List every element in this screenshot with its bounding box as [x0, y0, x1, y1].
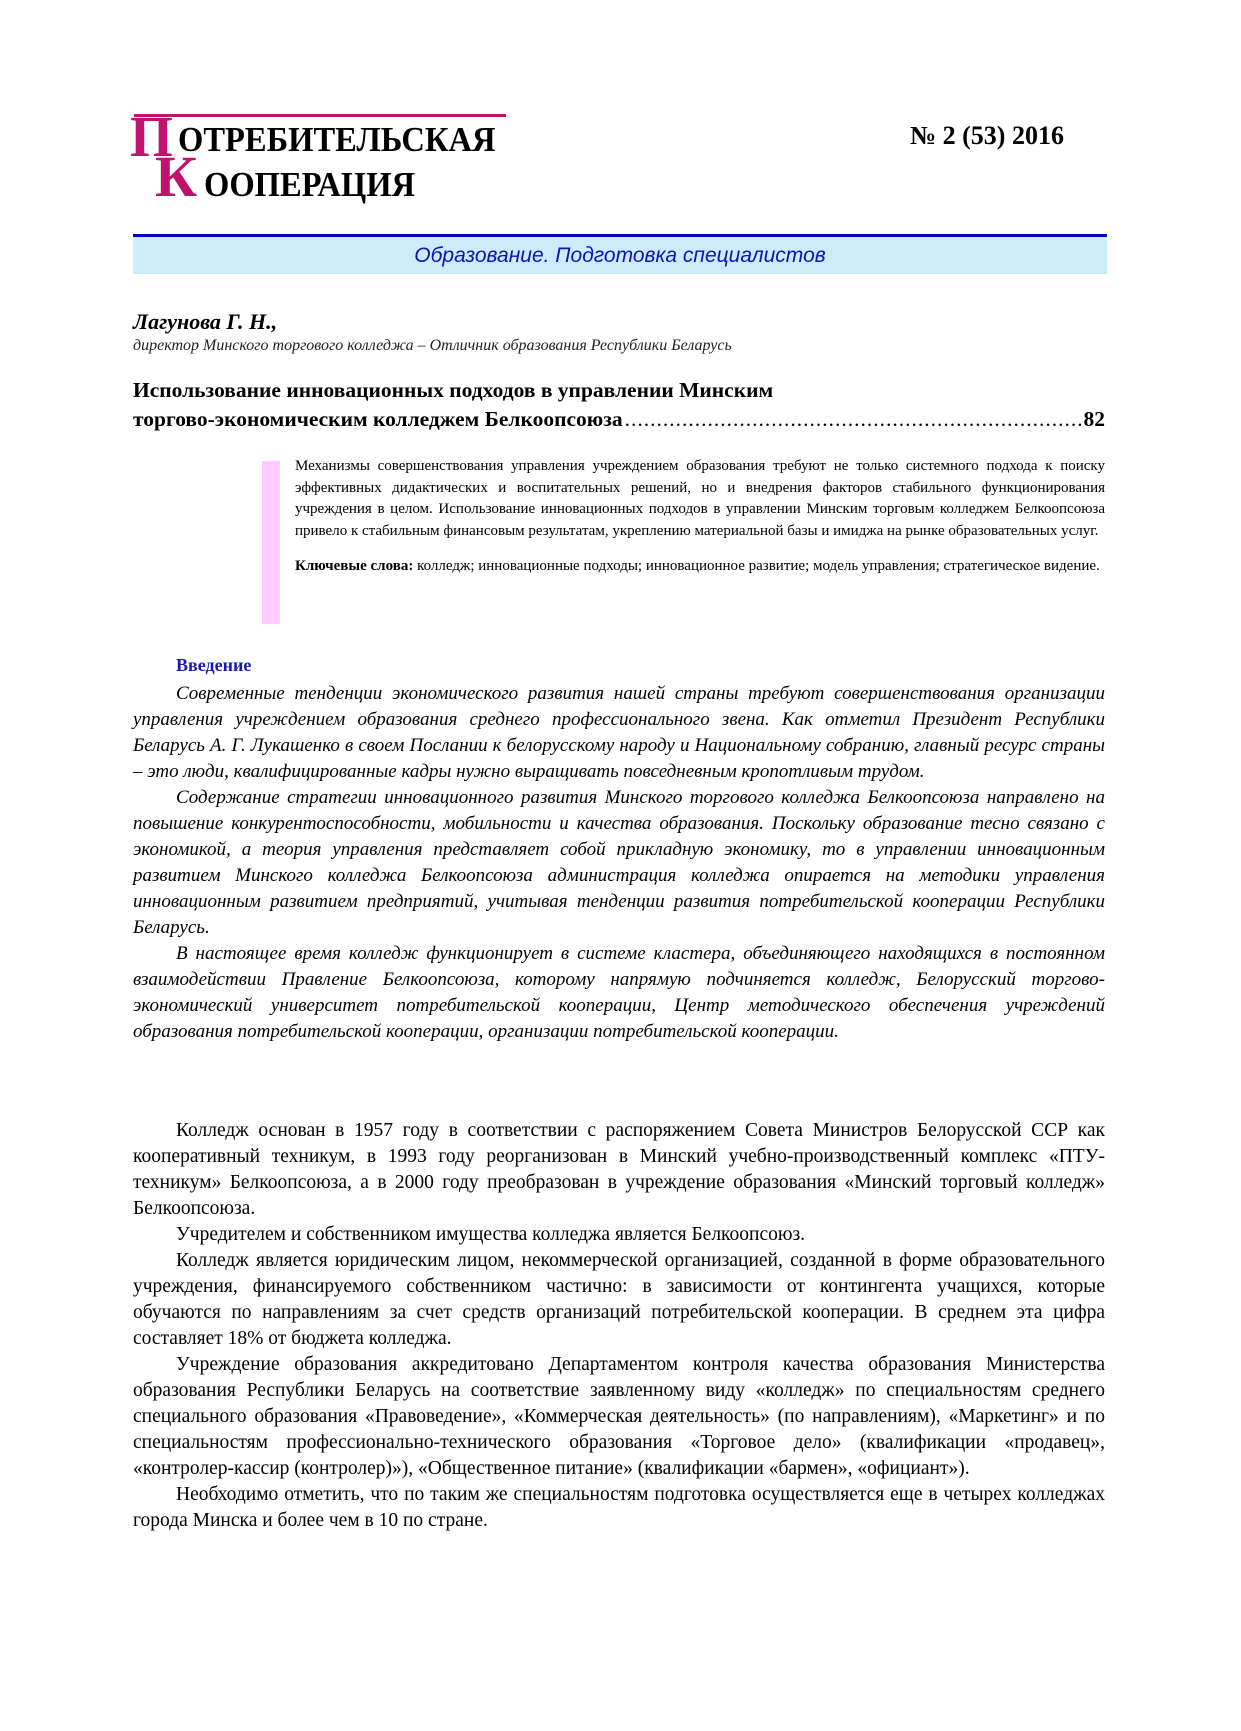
article-title — [133, 376, 1105, 434]
body-paragraph: Учреждение образования аккредитовано Департаментом контроля качества образования Министерства образования Республики Беларусь на соответствие заявленному виду «колледж» по специальностям среднего специального образования «Правоведение», «Коммерческая деятельность» (по направлениям), «Маркетинг» и по специальностям профессионально-технического образования «Торговое дело» (квалификации «продавец», «контролер-кассир (контролер)»), «Общественное питание» (квалификации «бармен», «официант»). — [133, 1354, 1105, 1479]
article-title-line2: торгово-экономическим колледжем Белкоопсоюза — [133, 407, 623, 431]
section-title: Образование. Подготовка специалистов — [414, 243, 826, 267]
toc-leader-dots — [625, 405, 1082, 434]
logo-text-row2: ООПЕРАЦИЯ — [204, 165, 416, 204]
article-page-number: 82 — [1083, 407, 1105, 431]
intro-heading: Введение — [176, 655, 252, 675]
main-body — [133, 1118, 1105, 1534]
intro-paragraph: Современные тенденции экономического развития нашей страны требуют совершенствования организации управления учреждением образования среднего профессионального звена. Как отметил Президент Республики Беларусь А. Г. Лукашенко в своем Послании к белорусскому народу и Национальному собранию, главный ресурс страны – это люди, квалифицированные кадры нужно выращивать повседневным кропотливым трудом. — [133, 683, 1105, 782]
issue-number: № 2 (53) 2016 — [910, 121, 1064, 150]
intro-paragraph: Содержание стратегии инновационного развития Минского торгового колледжа Белкоопсоюза направлено на повышение конкурентоспособности, мобильности и качества образования. Поскольку образование тесно связано с экономикой, а теория управления представляет собой прикладную экономику, то в управлении инновационным развитием Минского колледжа Белкоопсоюза администрация колледжа опирается на методики управления инновационным развитием предприятий, учитывая тенденции развития потребительской кооперации Республики Беларусь. — [133, 787, 1105, 938]
logo-initial-p: П — [130, 104, 173, 169]
keywords-list: колледж; инновационные подходы; инновационное развитие; модель управления; стратегическое видение. — [413, 558, 1100, 574]
abstract-accent-bar — [262, 461, 280, 624]
body-paragraph: Колледж является юридическим лицом, некоммерческой организацией, созданной в форме образовательного учреждения, финансируемого собственником частично: в зависимости от контингента учащихся, которые обучаются по направлениям за счет средств организаций потребительской кооперации. В среднем эта цифра составляет 18% от бюджета колледжа. — [133, 1250, 1105, 1349]
intro-body — [133, 681, 1105, 1045]
section-band — [133, 237, 1107, 274]
author-name: Лагунова Г. Н., — [133, 309, 278, 334]
article-title-line2-row — [133, 405, 1105, 434]
logo-text-row1: ОТРЕБИТЕЛЬСКАЯ — [178, 120, 496, 159]
abstract-block — [295, 456, 1105, 578]
body-paragraph: Колледж основан в 1957 году в соответствии с распоряжением Совета Министров Белорусской ССР как кооперативный техникум, в 1993 году реорганизован в Минский учебно-производственный комплекс «ПТУ-техникум» Белкоопсоюза, а в 2000 году преобразован в учреждение образования «Минский торговый колледж» Белкоопсоюза. — [133, 1120, 1105, 1219]
body-paragraph: Необходимо отметить, что по таким же специальностям подготовка осуществляется еще в четырех колледжах города Минска и более чем в 10 по стране. — [133, 1484, 1105, 1531]
keywords-label: Ключевые слова: — [295, 558, 414, 574]
body-paragraph: Учредителем и собственником имущества колледжа является Белкоопсоюз. — [176, 1224, 806, 1245]
logo-rule — [134, 114, 506, 117]
article-title-line1: Использование инновационных подходов в управлении Минским — [133, 378, 774, 402]
abstract-text: Механизмы совершенствования управления учреждением образования требуют не только системного подхода к поиску эффективных дидактических и воспитательных решений, но и внедрения факторов стабильного функционирования учреждения в целом. Использование инновационных подходов в управлении Минским торговым колледжем Белкоопсоюза привело к стабильным финансовым результатам, укреплению материальной базы и имиджа на рынке образовательных услуг. — [295, 458, 1105, 539]
logo-initial-k: К — [155, 144, 198, 209]
keywords — [295, 556, 1105, 578]
author-affiliation: директор Минского торгового колледжа – Отличник образования Республики Беларусь — [133, 337, 732, 354]
intro-paragraph: В настоящее время колледж функционирует в системе кластера, объединяющего находящихся в постоянном взаимодействии Правление Белкоопсоюза, которому напрямую подчиняется колледж, Белорусский торгово-экономический университет потребительской кооперации, Центр методического обеспечения учреждений образования потребительской кооперации, организации потребительской кооперации. — [133, 943, 1105, 1042]
